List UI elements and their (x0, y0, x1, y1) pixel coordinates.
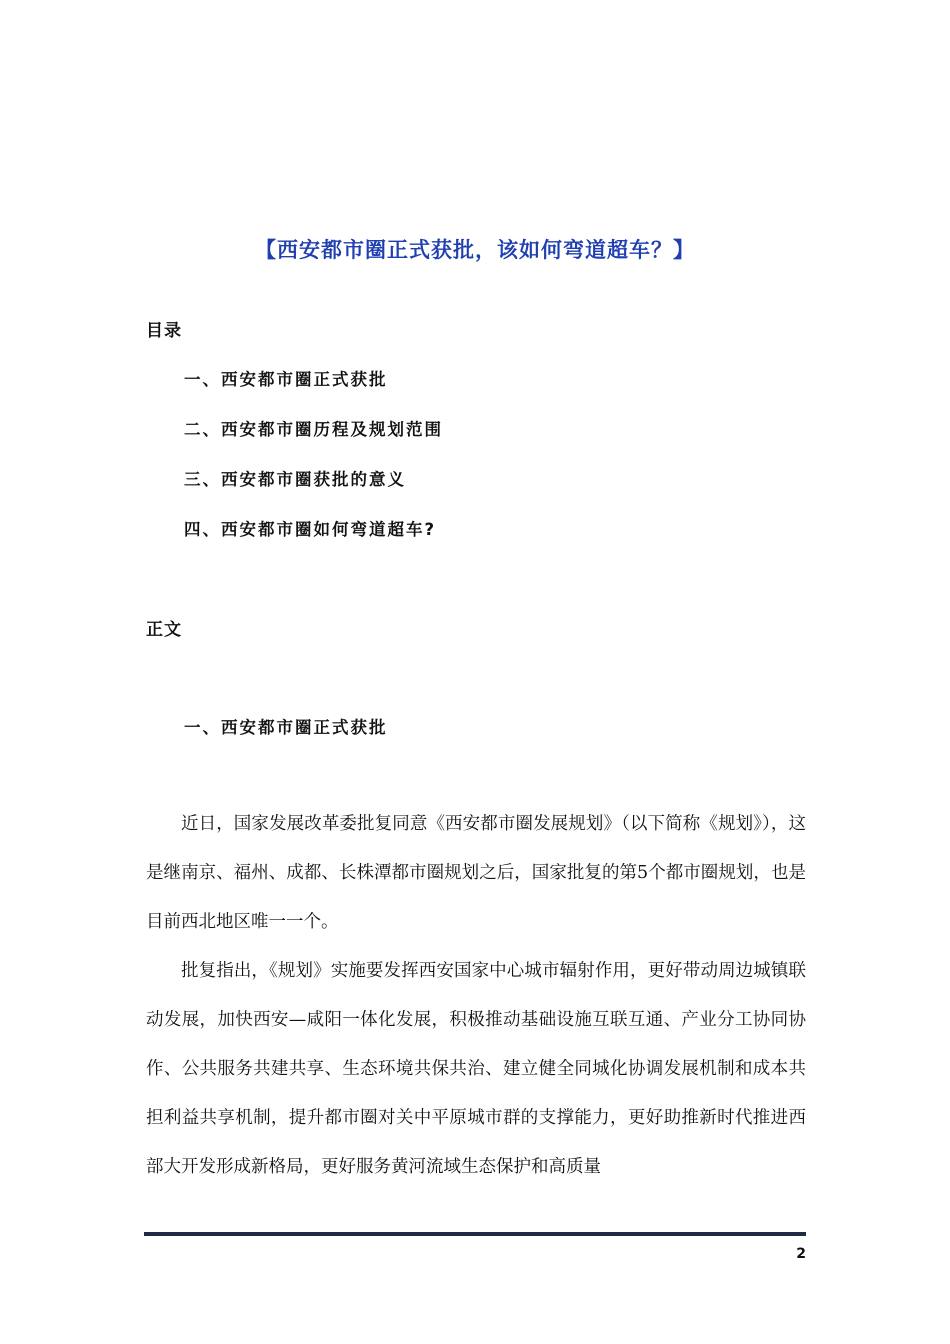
toc-label: 目录 (146, 321, 182, 341)
toc-item-4[interactable]: 四、西安都市圈如何弯道超车? (184, 520, 437, 539)
toc-item-3[interactable]: 三、西安都市圈获批的意义 (184, 470, 406, 489)
footer-rule (144, 1232, 806, 1236)
section-heading-1: 一、西安都市圈正式获批 (184, 718, 388, 737)
document-title: 【西安都市圈正式获批，该如何弯道超车？】 (255, 238, 695, 262)
paragraph-2: 批复指出，《规划》实施要发挥西安国家中心城市辐射作用，更好带动周边城镇联动发展，加快西安—咸阳一体化发展，积极推动基础设施互联互通、产业分工协同协作、公共服务共建共享、生态环境共保共治、建立健全同城化协调发展机制和成本共担利益共享机制，提升都市圈对关中平原城市群的支撑能力，更好助推新时代推进西部大开发形成新格局，更好服务黄河流域生态保护和高质量 (146, 961, 806, 1177)
paragraph-1: 近日，国家发展改革委批复同意《西安都市圈发展规划》（以下简称《规划》），这是继南京、福州、成都、长株潭都市圈规划之后，国家批复的第5个都市圈规划，也是目前西北地区唯一一个。 (146, 814, 806, 932)
toc-item-2[interactable]: 二、西安都市圈历程及规划范围 (184, 420, 443, 439)
toc-item-1[interactable]: 一、西安都市圈正式获批 (184, 370, 388, 389)
page-number: 2 (796, 1246, 806, 1262)
body-label: 正文 (146, 620, 182, 640)
